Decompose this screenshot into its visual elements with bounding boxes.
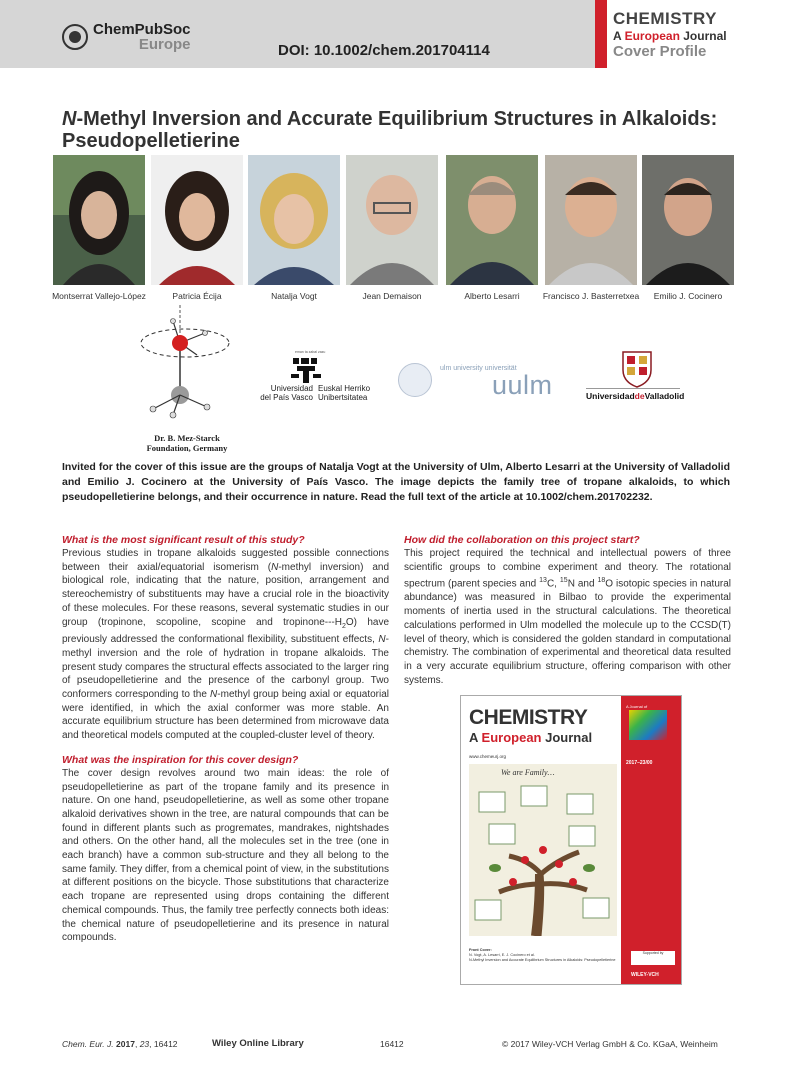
intro-paragraph: Invited for the cover of this issue are the groups of Natalja Vogt at the University of Ulm, Alberto Lesarri at the University of Valladolid and Emilio J. Cocinero at the University of País Vasco. The image depicts the family tree of tropane alkaloids, to which pseudopelletierine belongs, and their occurrence in nature. Read the full text of the article at 10.1002/chem.201702232. xyxy=(62,461,730,503)
author-name: Emilio J. Cocinero xyxy=(653,291,723,301)
chempubsoc-logo xyxy=(62,22,191,52)
logo-line1: ChemPubSoc xyxy=(93,21,191,38)
q3-heading: How did the collaboration on this project start? xyxy=(404,534,640,546)
copyright: © 2017 Wiley-VCH Verlag GmbH & Co. KGaA, Weinheim xyxy=(502,1039,718,1049)
uva-logo: UniversidaddeValladolid xyxy=(586,343,680,405)
author-name: Francisco J. Basterretxea xyxy=(542,291,640,301)
badge-title: CHEMISTRY xyxy=(613,9,717,28)
badge-subtitle: A European Journal xyxy=(613,29,727,43)
author-photo xyxy=(642,155,734,285)
badge-section: Cover Profile xyxy=(613,43,707,60)
author-name: Alberto Lesarri xyxy=(464,291,520,301)
ulm-logo: ulm university universität uulm xyxy=(440,365,553,400)
q3-answer: This project required the technical and intellectual powers of three scientific groups to combine experiment and theory. The rotational spectrum (parent species and $^{13}$C, $^{15}$N and $^{18}$O isotopic species in natural abundance) was measured in Bilbao to provide the experimental moments of inertia used in the structural calculations. The theoretical calculations performed in Ulm modelled the molecule up to the CCSD(T) level of theory, which is considered the golden standard in computational chemistry. The combination of experimental and theoretical data resulted in a very accurate equilibrium structure, offering comparison with other systems. xyxy=(404,548,732,686)
family-tree-illustration xyxy=(469,764,617,936)
uva-crest-icon xyxy=(620,348,654,388)
right-column xyxy=(404,533,731,687)
wiley-online-library-link[interactable]: Wiley Online Library xyxy=(212,1038,304,1049)
mez-starck-caption: Dr. B. Mez-Starck Foundation, Germany xyxy=(146,433,228,453)
left-column xyxy=(62,533,389,945)
logo-line2: Europe xyxy=(138,36,191,53)
doi-link[interactable]: DOI: 10.1002/chem.201704114 xyxy=(278,42,490,59)
author-photo xyxy=(346,155,438,285)
q2-heading: What was the inspiration for this cover design? xyxy=(62,753,299,766)
author-photo xyxy=(248,155,340,285)
ehu-logo: eman ta zabal zazu Universidad del País Vasco Euskal Herriko Unibertsitatea xyxy=(260,350,371,402)
cover-red-bar: A Journal of 2017–23/00 xyxy=(621,696,682,985)
footer-citation: Chem. Eur. J. 2017, 23, 16412 xyxy=(62,1039,178,1049)
q1-answer: Previous studies in tropane alkaloids suggested possible connections between their axial/equatorial isomerism (N-methyl inversion) and biological role, indicating that the nature, position, arrangement and stereochemistry of substituents may have a crucial role in the bioactivity of these molecules. For these reasons, several systematic studies in our group (tropinone, scopoline, scopine and tropinone-$--H_2O$) have previously addressed the conformational flexibility, substituent effects, N-methyl inversion and the role of hydration in tropane alkaloids. The present study compares the structural effects associated to the larger ring of pseudopelletierine and the presence of the carbonyl group. Two conformers corresponding to the N-methyl group being axial or equatorial were identified, in which the axial conformer was more stable. An accurate equilibrium structure has been determined from microwave data and theoretical models computed at the coupled-cluster level of theory. xyxy=(62,548,390,742)
badge-red-bar xyxy=(595,0,607,68)
q2-answer: The cover design revolves around two main ideas: the role of pseudopelletierine as part of the tropane family and its presence in nature. On one hand, pseudopelletierine, as well as some other tropane alkaloid derivatives shown in the tree, are natural compounds that can be found in different plants such as progremates, mandrakes, nightshades and others. On the other hand, all the molecules set in the tree (one in each branch) have a common sub-structure and they all belong to the same family. They differ, from a chemical point of view, in the substitutions at different positions on the bicycle. Those substitutions that characterize each tropane are represented using drops containing the different chemical compounds. Thus, the family tree perfectly connects both ideas: the chemical nature of pseudopelletierine and its presence in natural compounds. xyxy=(62,767,389,944)
page-header xyxy=(0,0,792,68)
article-title: N-Methyl Inversion and Accurate Equilibrium Structures in Alkaloids: Pseudopelletierine xyxy=(62,108,718,152)
chempubsoc-color-logo-icon xyxy=(629,710,667,740)
author-photo xyxy=(545,155,637,285)
chempubsoc-icon xyxy=(62,24,88,50)
q1-heading: What is the most significant result of this study? xyxy=(62,534,305,546)
author-photo xyxy=(446,155,538,285)
author-name: Patricia Écija xyxy=(172,291,222,301)
author-name: Natalja Vogt xyxy=(271,291,317,301)
author-name: Montserrat Vallejo-López xyxy=(52,291,146,301)
journal-badge xyxy=(595,0,792,68)
page-number: 16412 xyxy=(380,1039,404,1049)
author-photo xyxy=(151,155,243,285)
author-photo xyxy=(53,155,145,285)
journal-cover-image: A Journal of 2017–23/00 CHEMISTRY A European Journal www.chemeurj.org We are Family… Front Cover: N. Vogt, A. Lesarri, E. J. Cocinero et al. N-Methyl Inversion and Accurate Equilibrium Structures in Alkaloids: Pseudopelletierine Supported by WILEY-VCH xyxy=(460,695,682,985)
ulm-seal-icon xyxy=(398,363,432,397)
ehu-tree-icon xyxy=(287,354,325,384)
mez-starck-molecule-icon xyxy=(135,303,240,453)
author-name: Jean Demaison xyxy=(362,291,422,301)
